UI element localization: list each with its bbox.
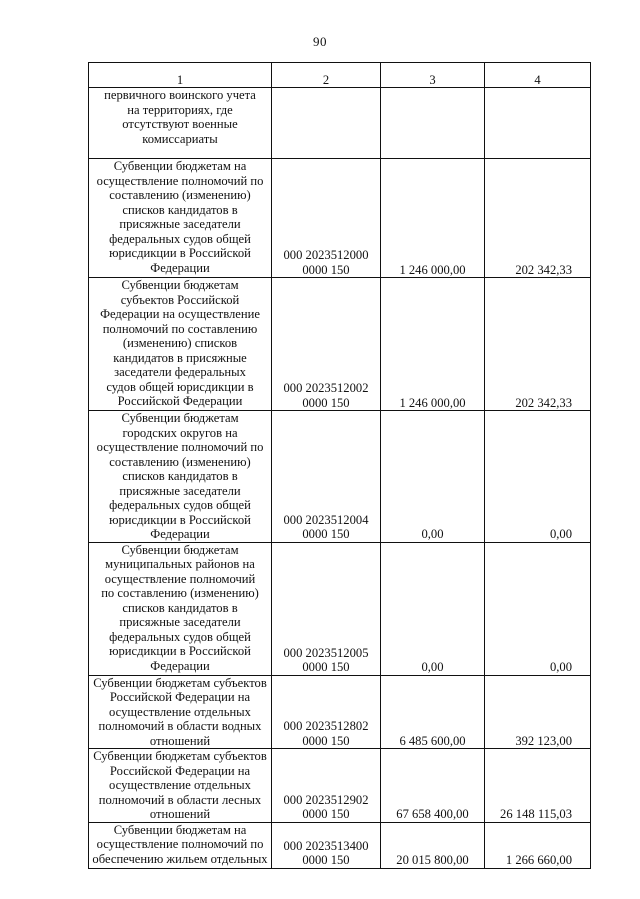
row-code bbox=[272, 822, 381, 868]
row-name: Субвенции бюджетам муниципальных районов на осуществление полномочий по составлению (изменению) списков кандидатов в присяжные заседатели федеральных судов общей юрисдикции в Российской Федерации bbox=[89, 542, 272, 675]
row-code bbox=[272, 749, 381, 823]
table-row bbox=[89, 675, 591, 749]
row-name: первичного воинского учета на территориях, где отсутствуют военные комиссариаты bbox=[89, 88, 272, 159]
row-name: Субвенции бюджетам на осуществление полномочий по составлению (изменению) списков кандидатов в присяжные заседатели федеральных судов общей юрисдикции в Российской Федерации bbox=[89, 159, 272, 278]
row-value-col3: 6 485 600,00 bbox=[381, 675, 485, 749]
row-code bbox=[272, 542, 381, 675]
row-value-col3 bbox=[381, 88, 485, 159]
row-code bbox=[272, 88, 381, 159]
table-row bbox=[89, 278, 591, 411]
column-header-4: 4 bbox=[485, 63, 591, 88]
row-code-part2: 0000 150 bbox=[302, 262, 350, 277]
row-value-col3: 67 658 400,00 bbox=[381, 749, 485, 823]
table-row bbox=[89, 542, 591, 675]
row-code-part1: 000 2023512004 bbox=[283, 512, 369, 527]
row-code-part2: 0000 150 bbox=[302, 807, 350, 821]
row-code-part1: 000 2023512802 bbox=[283, 719, 369, 733]
column-header-3: 3 bbox=[381, 63, 485, 88]
row-code-part2: 0000 150 bbox=[302, 395, 350, 410]
table-row bbox=[89, 88, 591, 159]
row-value-col4: 0,00 bbox=[485, 542, 591, 675]
row-name: Субвенции бюджетам городских округов на осуществление полномочий по составлению (изменению) списков кандидатов в присяжные заседатели федеральных судов общей юрисдикции в Российской Федерации bbox=[89, 411, 272, 543]
row-value-col3: 0,00 bbox=[381, 411, 485, 543]
row-name: Субвенции бюджетам на осуществление полномочий по обеспечению жильем отдельных bbox=[89, 822, 272, 868]
column-header-1: 1 bbox=[89, 63, 272, 88]
row-code-part2: 0000 150 bbox=[302, 660, 350, 674]
column-header-2: 2 bbox=[272, 63, 381, 88]
row-name: Субвенции бюджетам субъектов Российской Федерации на осуществление отдельных полномочий в области водных отношений bbox=[89, 675, 272, 749]
row-code-part1: 000 2023512902 bbox=[283, 792, 369, 807]
table-row bbox=[89, 749, 591, 823]
row-value-col3: 1 246 000,00 bbox=[381, 278, 485, 411]
row-name: Субвенции бюджетам субъектов Российской Федерации на осуществление отдельных полномочий в области лесных отношений bbox=[89, 749, 272, 823]
page-number: 90 bbox=[313, 34, 327, 49]
row-code bbox=[272, 675, 381, 749]
row-name: Субвенции бюджетам субъектов Российской Федерации на осуществление полномочий по составлению (изменению) списков кандидатов в присяжные заседатели федеральных судов общей юрисдикции в Российской Федерации bbox=[89, 278, 272, 411]
row-code-part1: 000 2023512000 bbox=[283, 248, 369, 262]
table-row bbox=[89, 411, 591, 543]
row-code-part1: 000 2023513400 bbox=[283, 838, 369, 853]
row-value-col4: 202 342,33 bbox=[485, 159, 591, 278]
row-value-col3: 20 015 800,00 bbox=[381, 822, 485, 868]
row-value-col3: 1 246 000,00 bbox=[381, 159, 485, 278]
row-code-part2: 0000 150 bbox=[302, 527, 350, 541]
row-value-col4: 1 266 660,00 bbox=[485, 822, 591, 868]
row-value-col4: 392 123,00 bbox=[485, 675, 591, 749]
table-row bbox=[89, 822, 591, 868]
row-value-col4: 0,00 bbox=[485, 411, 591, 543]
row-code bbox=[272, 159, 381, 278]
row-value-col4: 26 148 115,03 bbox=[485, 749, 591, 823]
budget-table bbox=[88, 62, 591, 869]
table-row bbox=[89, 159, 591, 278]
row-value-col4 bbox=[485, 88, 591, 159]
row-value-col3: 0,00 bbox=[381, 542, 485, 675]
row-code-part2: 0000 150 bbox=[302, 853, 350, 867]
row-code-part1: 000 2023512002 bbox=[283, 381, 369, 395]
row-value-col4: 202 342,33 bbox=[485, 278, 591, 411]
row-code bbox=[272, 278, 381, 411]
row-code-part1: 000 2023512005 bbox=[283, 645, 369, 660]
row-code-part2: 0000 150 bbox=[302, 733, 350, 748]
table-header-row bbox=[89, 63, 591, 88]
row-code bbox=[272, 411, 381, 543]
